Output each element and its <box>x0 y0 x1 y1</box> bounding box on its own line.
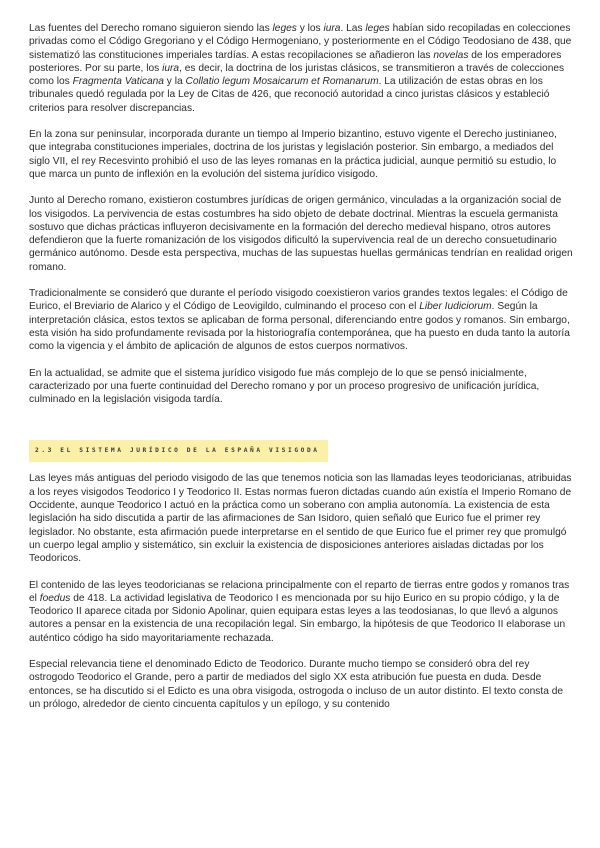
paragraph-germanic-customs: Junto al Derecho romano, existieron costumbres jurídicas de origen germánico, vinculadas a la organización social de los visigodos. La pervivencia de estas costumbres ha sido objeto de debate doctrinal. Mientras la escuela germanista sostuvo que dichas prácticas influyeron decisivamente en la formación del derecho medieval hispano, otros autores defendieron que la fuerte romanización de los visigodos dificultó la supervivencia real de un derecho consuetudinario germánico autónomo. Desde esta perspectiva, muchas de las supuestas huellas germánicas tendrían en realidad origen romano. <box>29 195 573 273</box>
paragraph-theodorician-content: El contenido de las leyes teodoricianas se relaciona principalmente con el reparto de tierras entre godos y romanos tras el foedus de 418. La actividad legislativa de Teodorico I es mencionada por su hijo Eurico en su propio código, y la de Teodorico II aparece citada por Sidonio Apolinar, quien equipara estas leyes a las teodosianas, lo que llevó a algunos autores a pensar en la existencia de una recopilación legal. Sin embargo, la hipótesis de que Teodorico II elaborase un auténtico código ha sido mayoritariamente rechazada. <box>29 579 570 644</box>
section-heading: 2.3 EL SISTEMA JURÍDICO DE LA ESPAÑA VISIGODA <box>29 440 328 461</box>
paragraph-theodorician-laws: Las leyes más antiguas del periodo visigodo de las que tenemos noticia son las llamadas leyes teodoricianas, atribuidas a los reyes visigodos Teodorico I y Teodorico II. Estas normas fueron dictadas cuando aún existía el Imperio Romano de Occidente, aunque Teodorico I actuó en la práctica como un soberano con amplia autonomía. La existencia de esta legislación ha sido discutida a partir de las afirmaciones de San Isidoro, quien señaló que Eurico fue el primer rey legislador. No obstante, esta afirmación puede interpretarse en el sentido de que Eurico fue el primer rey que promulgó un cuerpo legal amplio y sistemático, sin excluir la existencia de disposiciones anteriores aisladas dictadas por los Teodoricos. <box>29 473 572 565</box>
paragraph-edict-of-theodoric: Especial relevancia tiene el denominado Edicto de Teodorico. Durante mucho tiempo se consideró obra del rey ostrogodo Teodorico el Grande, pero a partir de mediados del siglo XX esta atribución fue puesta en duda. Desde entonces, se ha discutido si el Edicto es una obra visigoda, ostrogoda o incluso de un autor distinto. El texto consta de un prólogo, alrededor de ciento cincuenta capítulos y un epílogo, y su contenido <box>29 658 564 710</box>
paragraph-legal-texts: Tradicionalmente se consideró que durante el período visigodo coexistieron varios grandes textos legales: el Código de Eurico, el Breviario de Alarico y el Código de Leovigildo, culminando el proceso con el Liber Iudiciorum. Según la interpretación clásica, estos textos se aplicaban de forma personal, diferenciando entre godos y romanos. Sin embargo, esta visión ha sido profundamente revisada por la historiografía contemporánea, que ha puesto en duda tanto la autoría como la vigencia y el ámbito de aplicación de algunos de estos cuerpos normativos. <box>29 288 570 353</box>
paragraph-roman-sources: Las fuentes del Derecho romano siguieron siendo las leges y los iura. Las leges habían sido recopiladas en colecciones privadas como el Código Gregoriano y el Código Hermogeniano, y posteriormente en el Código Teodosiano de 438, que sistematizó las constituciones imperiales tardías. A estas recopilaciones se añadieron las novelas de los emperadores posteriores. Por su parte, los iura, es decir, la doctrina de los juristas clásicos, se transmitieron a través de colecciones como los Fragmenta Vaticana y la Collatio legum Mosaicarum et Romanarum. La utilización de estas obras en los tribunales quedó regulada por la Ley de Citas de 426, que reconoció autoridad a cinco juristas clásicos y estableció criterios para resolver discrepancias. <box>29 23 572 114</box>
paragraph-current-view: En la actualidad, se admite que el sistema jurídico visigodo fue más complejo de lo que se pensó inicialmente, caracterizado por una fuerte continuidad del Derecho romano y por un proceso progresivo de unificación jurídica, culminado en la legislación visigoda tardía. <box>29 367 540 406</box>
document-page <box>29 22 574 724</box>
paragraph-justinian-law: En la zona sur peninsular, incorporada durante un tiempo al Imperio bizantino, estuvo vigente el Derecho justinianeo, que integraba constituciones imperiales, doctrina de los juristas y legislación posterior. Sin embargo, a mediados del siglo VII, el rey Recesvinto prohibió el uso de las leyes romanas en la práctica judicial, aunque permitió su estudio, lo que marca un punto de inflexión en la evolución del sistema jurídico visigodo. <box>29 129 557 180</box>
section-heading-container <box>29 440 574 460</box>
